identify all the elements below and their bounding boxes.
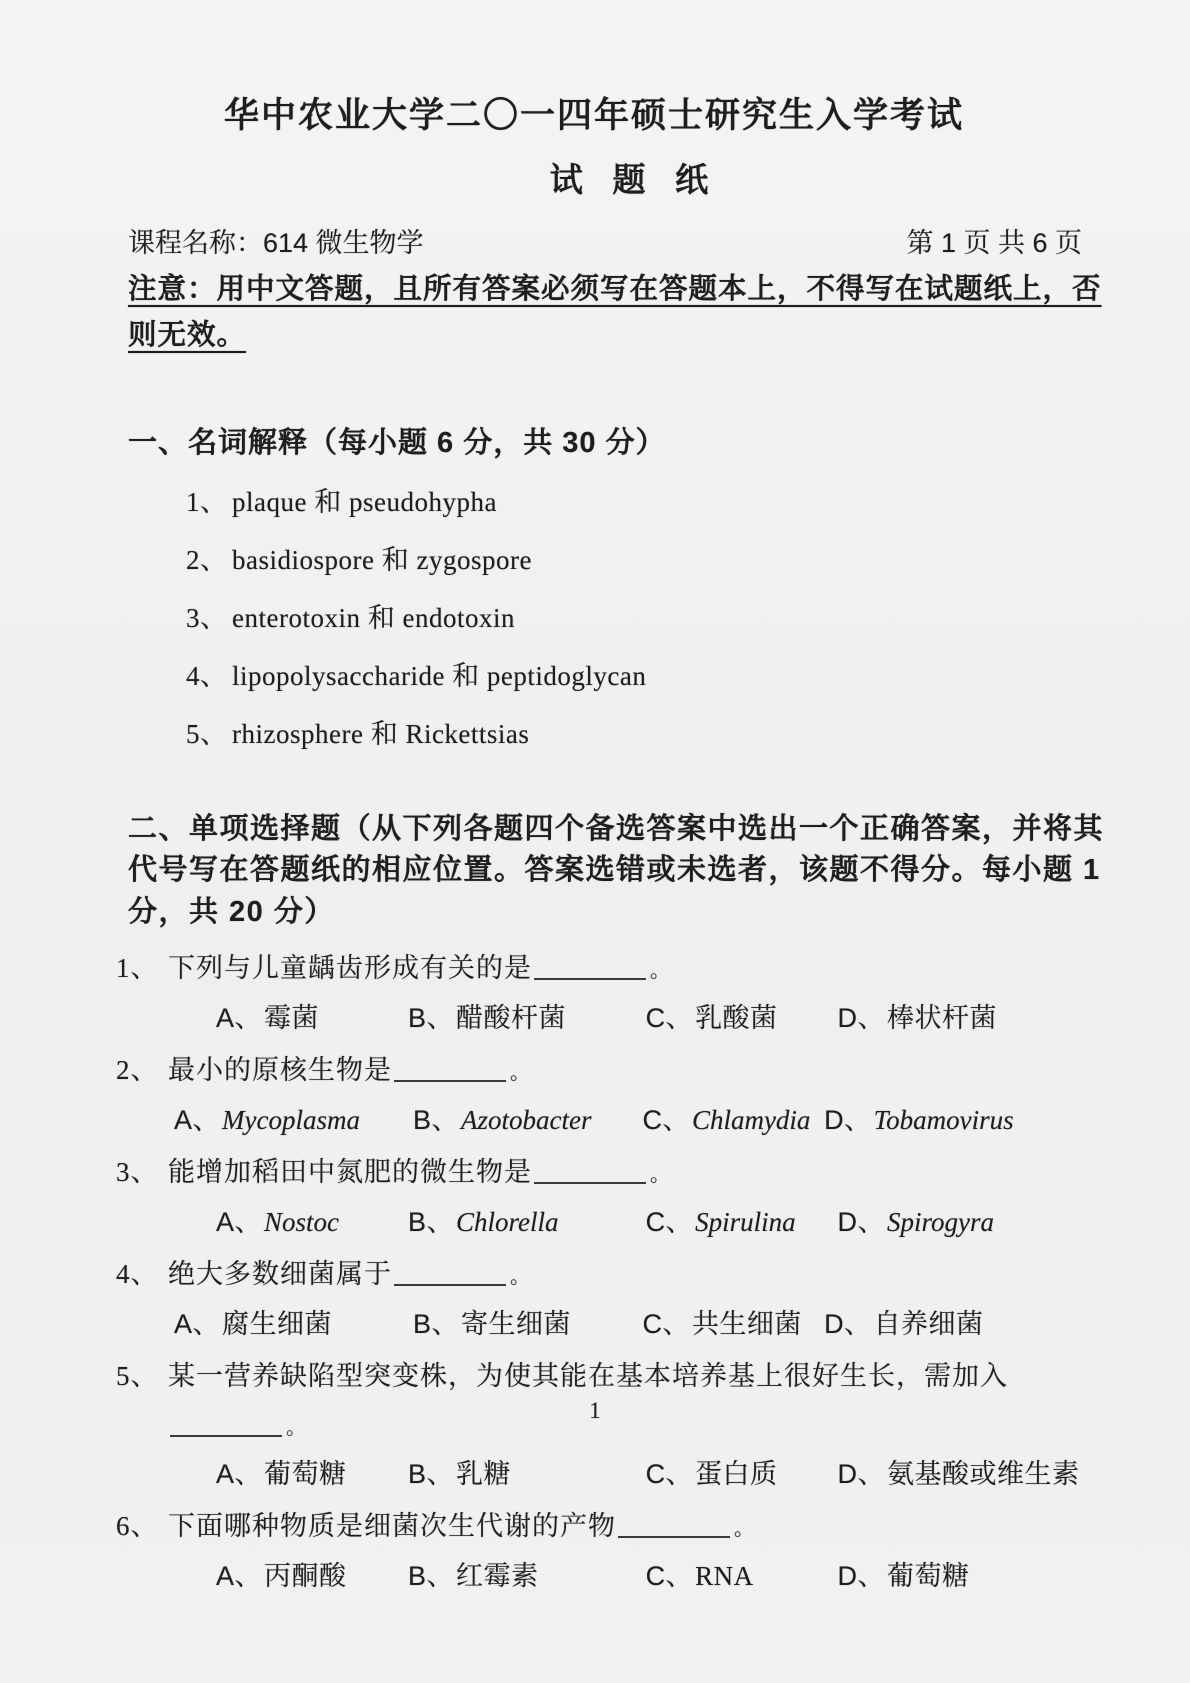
term-text: basidiospore 和 zygospore	[232, 545, 532, 576]
answer-blank	[394, 1257, 506, 1286]
answer-blank	[534, 951, 646, 980]
stem-period: 。	[510, 1061, 531, 1084]
mcq-question-4	[116, 1252, 1130, 1341]
page-indicator: 第 1 页 共 6 页	[906, 228, 1082, 258]
question-number: 5、	[116, 1360, 159, 1391]
question-stem-line	[116, 1150, 1130, 1189]
term-item	[128, 712, 1130, 751]
option-c: C、Spirulina	[645, 1206, 796, 1237]
term-item	[128, 538, 1130, 577]
option-d: D、葡萄糖	[837, 1560, 970, 1591]
question-stem: 下列与儿童龋齿形成有关的是	[168, 952, 532, 983]
options-row	[128, 1302, 1130, 1341]
option-b: B、红霉素	[407, 1560, 539, 1591]
option-a: A、丙酮酸	[216, 1560, 347, 1591]
term-item	[128, 480, 1130, 519]
options-row	[128, 1452, 1130, 1491]
mcq-question-2	[116, 1048, 1130, 1137]
option-a: A、腐生细菌	[174, 1308, 333, 1339]
option-b: B、乳糖	[407, 1458, 511, 1489]
option-a: A、Nostoc	[216, 1206, 340, 1237]
stem-period: 。	[286, 1416, 306, 1439]
section-two-heading: 二、单项选择题（从下列各题四个备选答案中选出一个正确答案，并将其代号写在答题纸的相应位置。答案选错或未选者，该题不得分。每小题 1 分，共 20 分）	[128, 813, 1105, 928]
question-stem-line	[116, 1048, 1130, 1087]
mcq-list	[116, 946, 1130, 1593]
term-item	[128, 654, 1130, 693]
term-number: 4、	[186, 661, 228, 692]
option-d: D、Spirogyra	[837, 1206, 994, 1237]
question-stem-line	[116, 946, 1130, 985]
option-c: C、乳酸菌	[645, 1002, 778, 1033]
term-text: plaque 和 pseudohypha	[232, 487, 497, 518]
options-row	[128, 1098, 1130, 1137]
mcq-question-1	[116, 946, 1130, 1035]
stem-period: 。	[650, 959, 671, 982]
options-row	[128, 1554, 1130, 1593]
stem-period: 。	[650, 1163, 671, 1186]
page-title: 华中农业大学二〇一四年硕士研究生入学考试	[223, 96, 964, 135]
option-b: B、Azotobacter	[413, 1104, 592, 1135]
question-stem: 下面哪种物质是细菌次生代谢的产物	[168, 1510, 616, 1541]
question-stem: 绝大多数细菌属于	[168, 1258, 392, 1289]
option-b: B、醋酸杆菌	[407, 1002, 566, 1033]
option-c: C、共生细菌	[642, 1308, 802, 1339]
answer-blank	[394, 1053, 506, 1082]
question-number: 4、	[116, 1258, 159, 1289]
term-number: 2、	[186, 545, 228, 576]
question-stem: 能增加稻田中氮肥的微生物是	[168, 1156, 532, 1187]
question-stem-line	[116, 1504, 1130, 1543]
term-number: 3、	[186, 603, 228, 634]
answer-blank	[534, 1155, 646, 1184]
option-c: C、蛋白质	[645, 1458, 778, 1489]
term-text: enterotoxin 和 endotoxin	[232, 603, 515, 634]
question-stem-line	[116, 1354, 1130, 1393]
options-row	[128, 1200, 1130, 1239]
options-row	[128, 996, 1130, 1035]
course-row	[128, 221, 1130, 260]
exam-notice: 注意：用中文答题，且所有答案必须写在答题本上，不得写在试题纸上，否则无效。	[128, 273, 1102, 352]
option-a: A、霉菌	[216, 1002, 320, 1033]
option-c: C、RNA	[645, 1560, 754, 1591]
term-text: rhizosphere 和 Rickettsias	[232, 719, 530, 750]
course-name: 课程名称：614 微生物学	[128, 228, 424, 258]
option-c: C、Chlamydia	[642, 1104, 811, 1135]
term-number: 1、	[186, 487, 228, 518]
term-list	[128, 480, 1130, 751]
page-subtitle: 试题纸	[549, 161, 738, 198]
stem-period: 。	[510, 1265, 531, 1288]
option-d: D、自养细菌	[824, 1308, 984, 1339]
question-stem-line	[116, 1252, 1130, 1291]
option-d: D、棒状杆菌	[837, 1002, 997, 1033]
term-number: 5、	[186, 719, 228, 750]
option-b: B、Chlorella	[407, 1206, 559, 1237]
option-d: D、氨基酸或维生素	[837, 1458, 1080, 1489]
term-item	[128, 596, 1130, 635]
question-number: 2、	[116, 1054, 159, 1085]
option-b: B、寄生细菌	[413, 1308, 572, 1339]
question-number: 3、	[116, 1156, 159, 1187]
page-number: 1	[589, 1398, 601, 1423]
option-a: A、Mycoplasma	[174, 1104, 360, 1135]
option-a: A、葡萄糖	[216, 1458, 347, 1489]
question-number: 1、	[116, 952, 159, 983]
mcq-question-6	[116, 1504, 1130, 1593]
section-one-heading: 一、名词解释（每小题 6 分，共 30 分）	[128, 427, 666, 460]
option-d: D、Tobamovirus	[824, 1104, 1014, 1135]
question-stem: 某一营养缺陷型突变株，为使其能在基本培养基上很好生长，需加入	[168, 1360, 1008, 1391]
answer-blank	[618, 1509, 730, 1538]
stem-period: 。	[734, 1517, 755, 1540]
mcq-question-3	[116, 1150, 1130, 1239]
question-number: 6、	[116, 1510, 159, 1541]
term-text: lipopolysaccharide 和 peptidoglycan	[232, 661, 647, 692]
question-stem: 最小的原核生物是	[168, 1054, 392, 1085]
